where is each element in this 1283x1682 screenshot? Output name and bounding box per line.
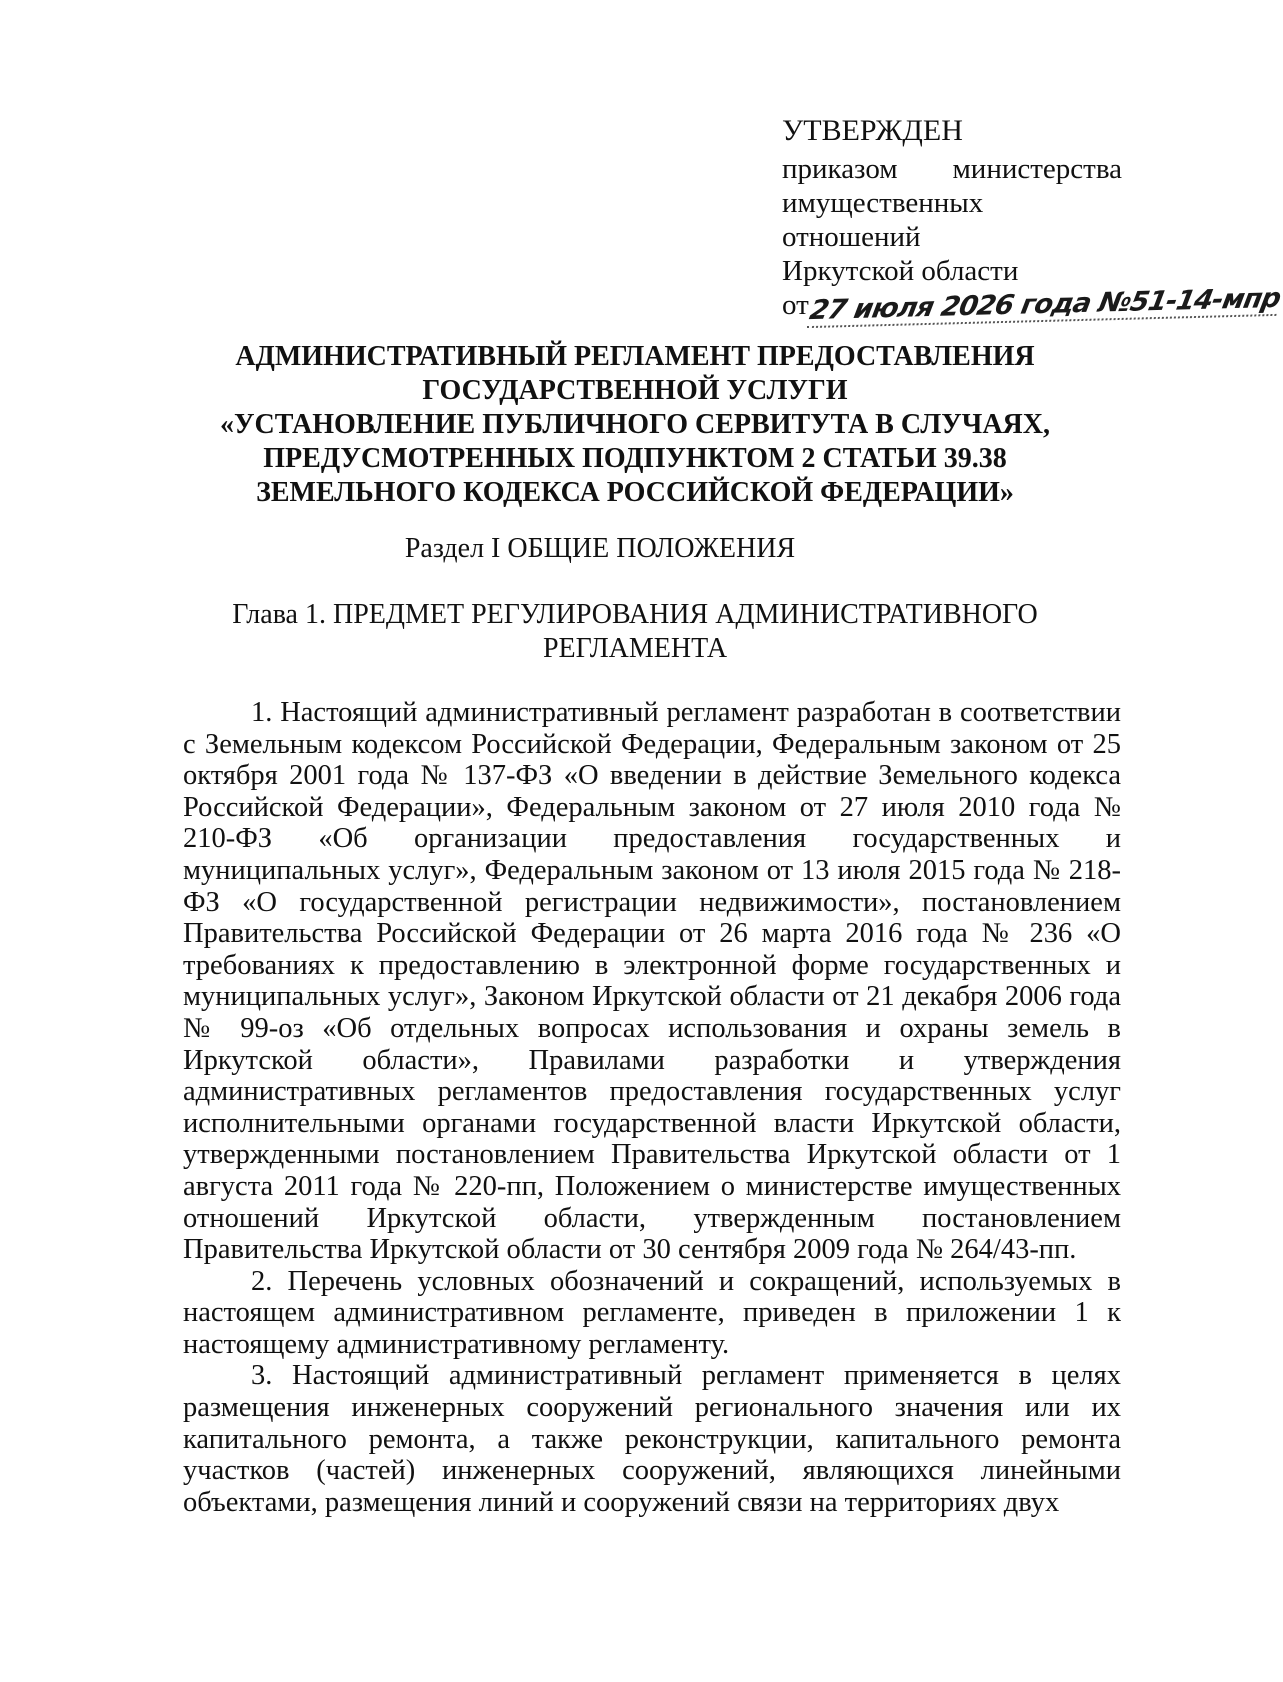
document-title [200, 340, 1070, 510]
approval-block [782, 114, 1283, 327]
paragraph-3: 3. Настоящий административный регламент применяется в целях размещения инженерных сооружений регионального значения или их капитального ремонта, а также реконструкции, капитального ремонта участков (частей) инженерных сооружений, являющихся линейными объектами, размещения линий и сооружений связи на территориях двух [183, 1360, 1121, 1518]
paragraph-1: 1. Настоящий административный регламент разработан в соответствии с Земельным кодексом Российской Федерации, Федеральным законом от 25 октября 2001 года № 137-ФЗ «О введении в действие Земельного кодекса Российской Федерации», Федеральным законом от 27 июля 2010 года № 210-ФЗ «Об организации предоставления государственных и муниципальных услуг», Федеральным законом от 13 июля 2015 года № 218-ФЗ «О государственной регистрации недвижимости», постановлением Правительства Российской Федерации от 26 марта 2016 года № 236 «О требованиях к предоставлению в электронной форме государственных и муниципальных услуг», Законом Иркутской области от 21 декабря 2006 года № 99-оз «Об отдельных вопросах использования и охраны земель в Иркутской области», Правилами разработки и утверждения административных регламентов предоставления государственных услуг исполнительными органами государственной власти Иркутской области, утвержденными постановлением Правительства Иркутской области от 1 августа 2011 года № 220-пп, Положением о министерстве имущественных отношений Иркутской области, утвержденным постановлением Правительства Иркутской области от 30 сентября 2009 года № 264/43-пп. [183, 697, 1121, 1266]
body-text [183, 697, 1121, 1518]
approval-line-ministry: имущественных отношений [782, 187, 984, 253]
handwritten-order-date: 27 июля 2026 года №51-14-мпр [806, 282, 1283, 327]
approval-line-region: Иркутской области [782, 255, 1019, 287]
approval-from-label: от [782, 289, 809, 321]
title-line-3: «УСТАНОВЛЕНИЕ ПУБЛИЧНОГО СЕРВИТУТА В СЛУЧАЯХ, [219, 409, 1050, 440]
title-line-5: ЗЕМЕЛЬНОГО КОДЕКСА РОССИЙСКОЙ ФЕДЕРАЦИИ» [256, 477, 1014, 508]
title-line-1: АДМИНИСТРАТИВНЫЙ РЕГЛАМЕНТ ПРЕДОСТАВЛЕНИЯ [235, 341, 1035, 372]
approval-order-date-line [782, 282, 1283, 327]
approval-line-order: приказом министерства [782, 153, 1122, 185]
paragraph-2: 2. Перечень условных обозначений и сокращений, используемых в настоящем административном регламенте, приведен в приложении 1 к настоящему административному регламенту. [183, 1265, 1121, 1360]
approval-title: УТВЕРЖДЕН [782, 114, 963, 147]
chapter-heading-line-2: РЕГЛАМЕНТА [542, 633, 728, 664]
title-line-4: ПРЕДУСМОТРЕННЫХ ПОДПУНКТОМ 2 СТАТЬИ 39.38 [263, 443, 1007, 474]
section-heading: Раздел I ОБЩИЕ ПОЛОЖЕНИЯ [404, 533, 796, 564]
chapter-heading-line-1: Глава 1. ПРЕДМЕТ РЕГУЛИРОВАНИЯ АДМИНИСТРАТИВНОГО [232, 599, 1038, 630]
title-line-2: ГОСУДАРСТВЕННОЙ УСЛУГИ [422, 375, 848, 406]
chapter-heading [200, 598, 1070, 666]
